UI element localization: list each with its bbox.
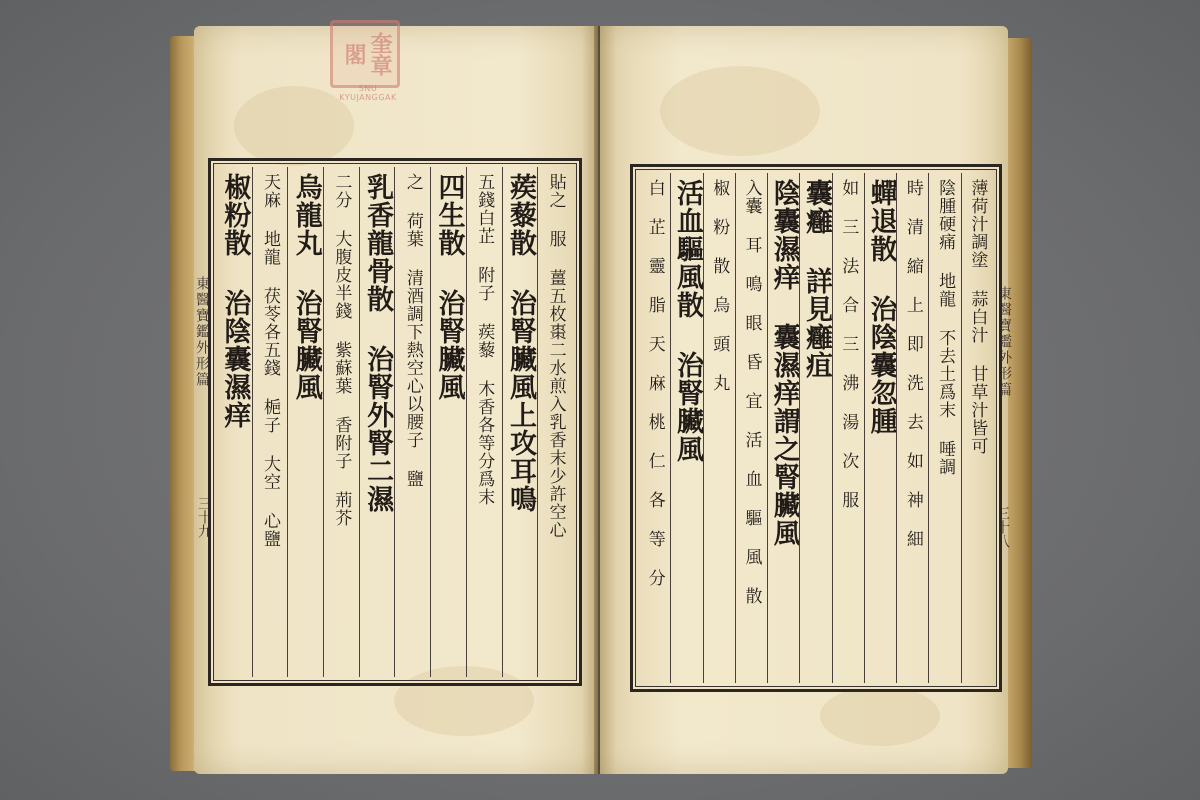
text-column xyxy=(896,173,928,683)
text-column xyxy=(359,167,395,677)
prescription-text: 貼之 服 薑五枚棗二水煎入乳香末少許空心 xyxy=(545,173,566,539)
text-column xyxy=(502,167,538,677)
prescription-text: 白 芷 靈 脂 天 麻 桃 仁 各 等 分 xyxy=(644,179,665,587)
prescription-text: 天麻 地龍 茯苓各五錢 梔子 大空 心鹽 xyxy=(260,173,281,548)
left-text-frame xyxy=(208,158,582,686)
text-column xyxy=(287,167,323,677)
text-column xyxy=(217,167,252,677)
text-column xyxy=(537,167,573,677)
right-margin-label: 東醫寶鑑外形篇 xyxy=(996,286,1012,398)
prescription-text: 薄荷汁調塗 蒜白汁 甘草汁皆可 xyxy=(967,179,988,455)
prescription-title: 蟬退散 治陰囊忽腫 xyxy=(865,179,897,435)
right-text-frame xyxy=(630,164,1002,692)
prescription-text: 五錢白芷 附子 蒺藜 木香各等分爲末 xyxy=(474,173,495,506)
text-column xyxy=(767,173,799,683)
left-margin-label: 東醫寶鑑外形篇 xyxy=(194,276,210,388)
prescription-title: 囊癰 詳見癰疽 xyxy=(801,179,832,379)
seal-lettering: 奎章閣 xyxy=(341,32,393,76)
prescription-text: 時 清 縮 上 即 洗 去 如 神 細 xyxy=(902,179,923,548)
prescription-title: 乳香龍骨散 治腎外腎二濕 xyxy=(362,173,394,513)
prescription-text: 椒 粉 散 烏 頭 丸 xyxy=(709,179,730,392)
left-page xyxy=(194,26,598,774)
text-column xyxy=(864,173,896,683)
right-page xyxy=(600,26,1012,774)
text-column xyxy=(928,173,960,683)
paper-stain xyxy=(660,66,820,156)
text-column xyxy=(735,173,767,683)
prescription-title: 陰囊濕痒 囊濕痒謂之腎臟風 xyxy=(768,179,800,547)
text-column xyxy=(639,173,670,683)
right-column-grid xyxy=(639,173,993,683)
text-column xyxy=(323,167,359,677)
prescription-title: 蒺藜散 治腎臟風上攻耳鳴 xyxy=(504,173,536,513)
left-folio-number: 三十九 xyxy=(196,496,212,538)
prescription-text: 入囊 耳 鳴 眼 昏 宜 活 血 驅 風 散 xyxy=(741,179,762,605)
library-seal-stamp xyxy=(330,20,400,88)
text-column xyxy=(799,173,831,683)
text-column xyxy=(961,173,993,683)
open-book xyxy=(170,26,1032,778)
prescription-title: 四生散 治腎臟風 xyxy=(433,173,465,401)
text-column xyxy=(703,173,735,683)
prescription-text: 陰腫硬痛 地龍 不去土爲末 唾調 xyxy=(935,179,956,476)
text-column xyxy=(394,167,430,677)
prescription-title: 活血驅風散 治腎臟風 xyxy=(671,179,703,463)
prescription-title: 椒粉散 治陰囊濕痒 xyxy=(219,173,251,429)
left-column-grid xyxy=(217,167,573,677)
prescription-text: 二分 大腹皮半錢 紫蘇葉 香附子 荊芥 xyxy=(331,173,352,527)
text-column xyxy=(670,173,702,683)
seal-caption: SNU KYUJANGGAK xyxy=(339,84,397,102)
prescription-text: 如 三 法 合 三 沸 湯 次 服 xyxy=(838,179,859,509)
text-column xyxy=(832,173,864,683)
text-column xyxy=(466,167,502,677)
prescription-text: 之 荷葉 清酒調下熱空心以腰子 鹽 xyxy=(402,173,423,488)
text-column xyxy=(430,167,466,677)
paper-stain xyxy=(820,686,940,746)
right-folio-number: 三十八 xyxy=(994,506,1010,548)
prescription-title: 烏龍丸 治腎臟風 xyxy=(290,173,322,401)
text-column xyxy=(252,167,288,677)
